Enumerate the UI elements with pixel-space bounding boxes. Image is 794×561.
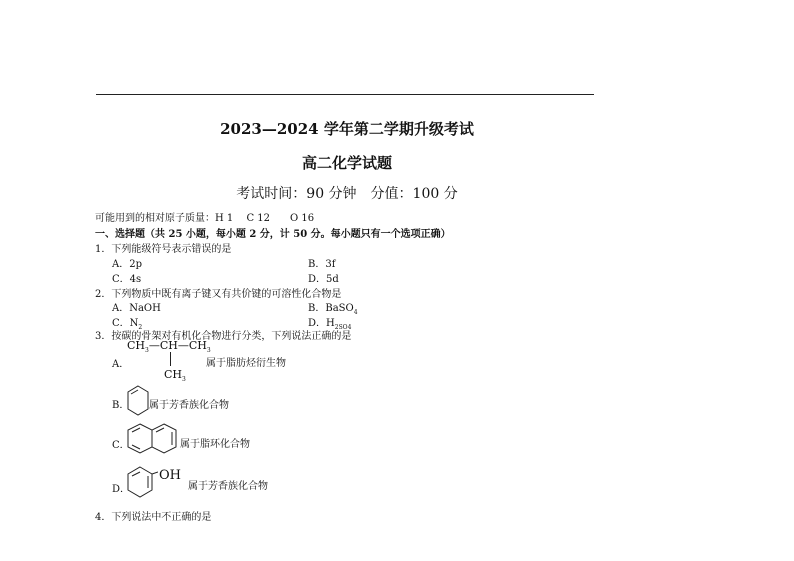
q1-option-d: D．5d: [308, 274, 339, 285]
q3-option-a-letter: A．: [112, 359, 130, 370]
exam-title: 2023—2024 学年第二学期升级考试: [220, 120, 474, 138]
q3-a-chain: —CH—CH: [148, 339, 207, 352]
q2-option-c-sub: 2: [138, 324, 143, 331]
section-heading: 一、选择题（共 25 小题，每小题 2 分，计 50 分。每小题只有一个选项正确）: [95, 229, 451, 240]
q3-option-d-oh: OH: [159, 468, 181, 483]
atomic-masses: 可能用到的相对原子质量：H 1 C 12 O 16: [95, 213, 315, 224]
q3-a-ch: CH: [127, 339, 146, 352]
q3-option-c-letter: C．: [112, 440, 130, 451]
q2-option-d-text: D．H: [308, 318, 335, 329]
question-4-stem: 4．下列说法中不正确的是: [95, 512, 212, 523]
q3-option-c-desc: 属于脂环化合物: [180, 439, 250, 450]
q2-option-a: A．NaOH: [112, 303, 161, 314]
q2-option-b-text: B．BaSO: [308, 303, 354, 314]
question-1-stem: 1．下列能级符号表示错误的是: [95, 244, 232, 255]
q1-option-c: C．4s: [112, 274, 142, 285]
q3-option-d-letter: D．: [112, 484, 131, 495]
cyclohexene-ring: [126, 384, 150, 418]
question-3-stem: 3．按碳的骨架对有机化合物进行分类，下列说法正确的是: [95, 331, 352, 342]
q3-a-branch-ch: CH: [164, 368, 183, 381]
q2-option-d-sub2: 4: [347, 324, 352, 331]
q2-option-d-sub1: 2SO: [334, 324, 348, 331]
q3-option-a-desc: 属于脂肪烃衍生物: [206, 358, 286, 369]
q3-option-d-desc: 属于芳香族化合物: [188, 481, 268, 492]
phenol-ring: [126, 463, 158, 503]
q1-option-b: B．3f: [308, 259, 336, 270]
q3-option-a-formula: [127, 339, 211, 354]
q3-option-b-letter: B．: [112, 400, 130, 411]
q2-option-b-sub: 4: [353, 309, 358, 316]
q2-option-c-text: C．N: [112, 318, 139, 329]
naphthalene-structure: [126, 421, 182, 457]
q3-option-a-branch: [164, 368, 186, 383]
q3-a-sub2: 3: [206, 347, 211, 355]
question-2-stem: 2．下列物质中既有离子键又有共价键的可溶性化合物是: [95, 289, 342, 300]
q1-option-a: A．2p: [112, 259, 142, 270]
q3-a-sub1: 3: [145, 347, 149, 355]
q3-option-b-desc: 属于芳香族化合物: [149, 400, 229, 411]
header-rule: [96, 94, 594, 95]
exam-info: 考试时间：90 分钟 分值：100 分: [236, 186, 458, 202]
q3-a-branch-sub: 3: [182, 376, 186, 384]
q3-a-bond: [170, 352, 171, 366]
exam-subtitle: 高二化学试题: [301, 154, 392, 172]
